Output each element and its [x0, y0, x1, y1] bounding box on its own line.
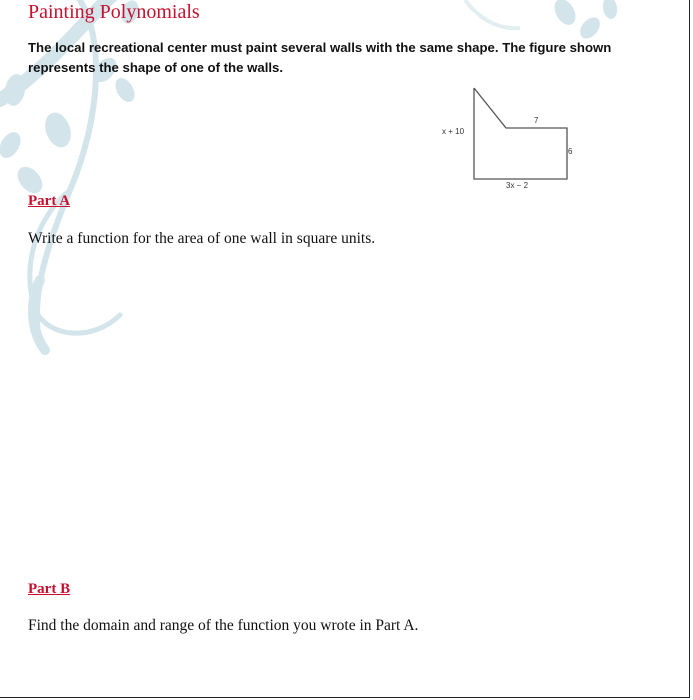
- part-b-heading: Part B: [28, 581, 71, 597]
- wall-shape-outline: [474, 88, 567, 179]
- page-title: Painting Polynomials: [28, 1, 200, 23]
- bottom-width-label: 3x − 2: [506, 181, 529, 190]
- intro-text: The local recreational center must paint several walls with the same shape. The figure shown represents the shape of one of the walls.: [28, 40, 612, 75]
- wall-shape-figure: [430, 80, 580, 195]
- left-height-label: x + 10: [442, 127, 465, 136]
- part-b-question: Find the domain and range of the function you wrote in Part A.: [28, 617, 419, 634]
- part-a-heading: Part A: [28, 193, 71, 209]
- right-height-label: 6: [568, 147, 573, 156]
- part-a-question: Write a function for the area of one wall in square units.: [28, 230, 376, 247]
- top-right-label: 7: [534, 116, 539, 125]
